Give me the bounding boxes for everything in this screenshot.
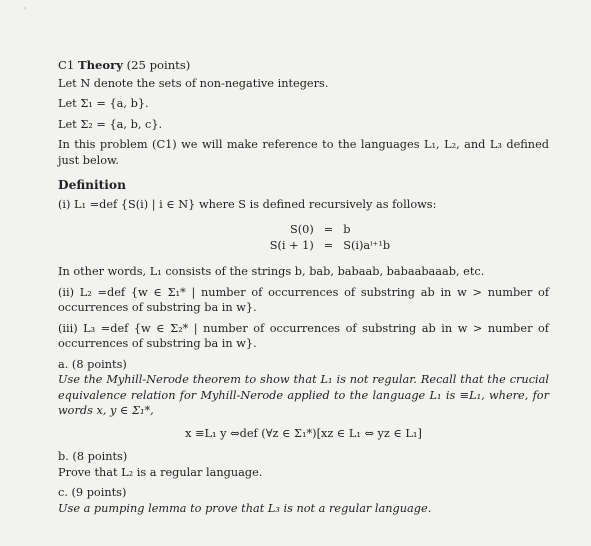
problem-title: Theory: [77, 58, 123, 72]
part-c-label: c. (9 points): [58, 486, 127, 499]
intro-sigma2: Let Σ₂ = {a, b, c}.: [58, 117, 163, 131]
intro-n-definition: Let N denote the sets of non-negative integers.: [58, 76, 329, 90]
part-a-label: a. (8 points): [58, 357, 127, 371]
recursion-lhs: S(0): [290, 223, 314, 236]
recursion-rhs: S(i)aⁱ⁺¹b: [343, 239, 391, 252]
intro-reference: In this problem (C1) we will make reference to the languages L₁, L₂, and L₃ defined just below.: [58, 138, 549, 167]
problem-label: C1: [58, 58, 75, 72]
definition-l3: (iii) L₃ =def {w ∈ Σ₂* | number of occurrences of substring ab in w > number of occurrences of substring ba in w}.: [58, 321, 549, 350]
part-b-text: Prove that L₂ is a regular language.: [58, 465, 263, 479]
problem-points: (25 points): [126, 58, 191, 72]
intro-sigma1: Let Σ₁ = {a, b}.: [58, 97, 149, 110]
part-a-equation: x ≡L₁ y ⇔def (∀z ∈ Σ₁*)[xz ∈ L₁ ⇔ yz ∈ L₁]: [185, 426, 422, 440]
recursion-equals: =: [323, 223, 334, 236]
recursion-block: [58, 222, 549, 254]
definition-heading: Definition: [58, 178, 126, 192]
corner-mark: ': [24, 6, 27, 15]
part-c-text: Use a pumping lemma to prove that L₃ is not a regular language.: [58, 501, 432, 515]
definition-l2: (ii) L₂ =def {w ∈ Σ₁* | number of occurrences of substring ab in w > number of occurrences of substring ba in w}.: [58, 285, 549, 314]
recursion-rhs: b: [343, 223, 351, 236]
part-a-text: Use the Myhill-Nerode theorem to show that L₁ is not regular. Recall that the crucial equivalence relation for Myhill-Nerode applied to the language L₁ is ≡L₁, where, for words x, y ∈ Σ₁*,: [58, 373, 549, 417]
definition-other-words: In other words, L₁ consists of the strings b, bab, babaab, babaabaaab, etc.: [58, 265, 485, 278]
definition-l1: (i) L₁ =def {S(i) | i ∈ N} where S is defined recursively as follows:: [58, 197, 437, 211]
recursion-equals: =: [323, 239, 334, 252]
recursion-lhs: S(i + 1): [269, 239, 314, 252]
part-b-label: b. (8 points): [58, 450, 128, 463]
problem-header: [58, 58, 549, 74]
